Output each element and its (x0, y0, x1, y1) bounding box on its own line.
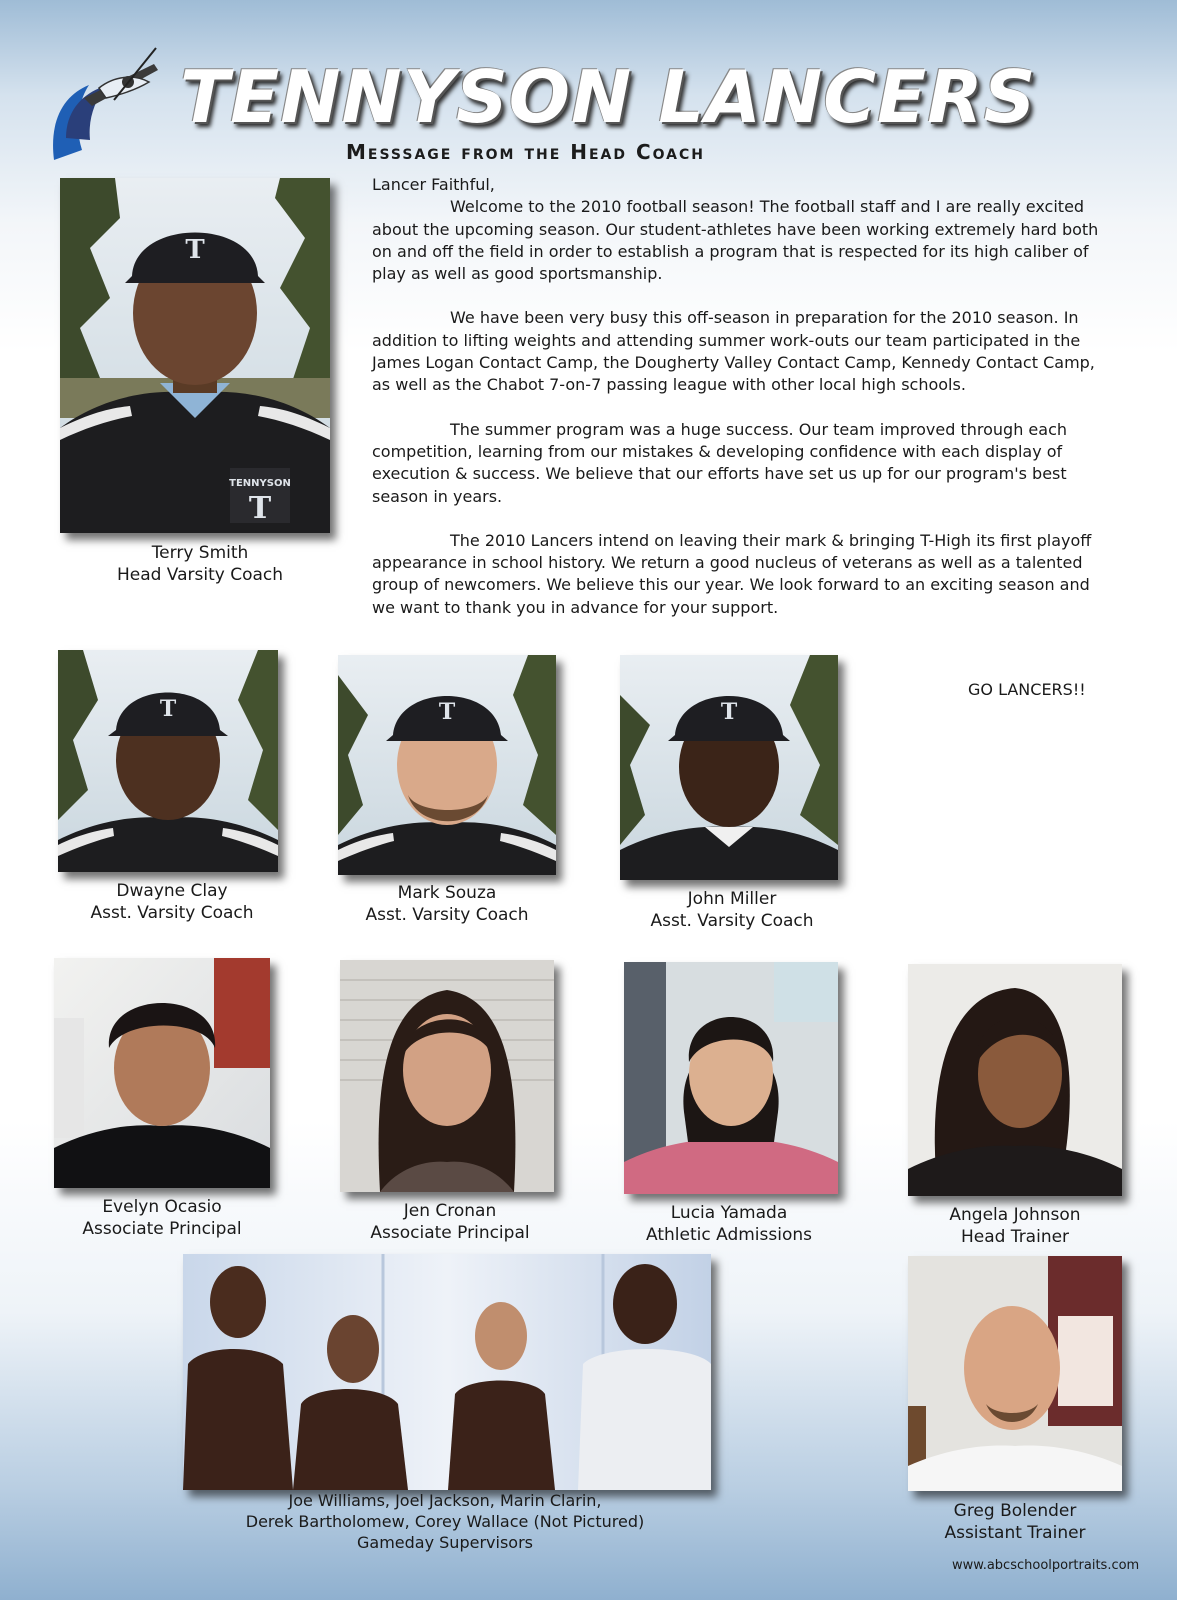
staff-name: Mark Souza (397, 883, 497, 903)
caption-gameday-supervisors (200, 1490, 690, 1553)
cap-logo-text: T (159, 696, 177, 722)
staff-name: Evelyn Ocasio (102, 1197, 222, 1217)
staff-role: Head Trainer (960, 1227, 1070, 1247)
caption-john-miller (610, 888, 854, 932)
page-title: TENNYSON LANCERS (180, 55, 1037, 139)
dwayne-clay-photo (58, 650, 278, 872)
staff-role: Asst. Varsity Coach (90, 903, 254, 923)
letter-paragraph: The 2010 Lancers intend on leaving their mark & bringing T-High its first playoff appearance in school history. We return a good nucleus of veterans as well as a talented group of newcomers. We believe this our year. We look forward to an exciting season and we want to thank you in advance for your support. (372, 530, 1092, 617)
staff-role: Asst. Varsity Coach (365, 905, 529, 925)
cap-logo-text: T (185, 235, 205, 265)
letter-paragraph: The summer program was a huge success. Our team improved through each competition, learning from our mistakes & developing confidence with each display of execution & success. We believe that our efforts have set us up for our program's best season in years. (372, 419, 1067, 506)
caption-mark-souza (325, 882, 569, 926)
evelyn-ocasio-photo (54, 958, 270, 1188)
lancer-knight-logo (44, 40, 174, 170)
letter-paragraph: We have been very busy this off-season in preparation for the 2010 season. In addition to lifting weights and attending summer work-outs our team participated in the James Logan Contact Camp, the Dougherty Valley Contact Camp, Kennedy Contact Camp, as well as the Chabot 7-on-7 passing league with other local high schools. (372, 308, 1095, 395)
caption-terry-smith (80, 542, 320, 586)
staff-name: Terry Smith (151, 543, 249, 563)
caption-dwayne-clay (50, 880, 294, 924)
staff-name: John Miller (687, 889, 777, 909)
mark-souza-photo (338, 655, 556, 875)
staff-name: Lucia Yamada (670, 1203, 788, 1223)
staff-name: Angela Johnson (949, 1205, 1081, 1225)
john-miller-photo (620, 655, 838, 880)
shirt-logo-letter: T (248, 491, 272, 526)
staff-role: Associate Principal (370, 1223, 530, 1243)
supervisor-names: Derek Bartholomew, Corey Wallace (Not Pictured) (245, 1512, 645, 1531)
caption-jen-cronan (328, 1200, 572, 1244)
staff-role: Asst. Varsity Coach (650, 911, 814, 931)
shirt-logo-text: TENNYSON (229, 478, 291, 489)
staff-name: Jen Cronan (403, 1201, 497, 1221)
supervisor-names: Joe Williams, Joel Jackson, Marin Clarin, (288, 1491, 602, 1510)
jen-cronan-photo (340, 960, 554, 1192)
caption-evelyn-ocasio (40, 1196, 284, 1240)
staff-role: Head Varsity Coach (116, 565, 284, 585)
staff-role: Gameday Supervisors (357, 1533, 533, 1552)
head-coach-photo (60, 178, 330, 533)
angela-johnson-photo (908, 964, 1122, 1196)
greg-bolender-photo (908, 1256, 1122, 1491)
staff-role: Associate Principal (82, 1219, 242, 1239)
caption-angela-johnson (893, 1204, 1137, 1248)
staff-role: Assistant Trainer (944, 1523, 1086, 1543)
letter-paragraph: Welcome to the 2010 football season! The football staff and I are really excited about the upcoming season. Our student-athletes have been working extremely hard both on and off the field in order to establish a program that is respected for its high caliber of play as well as good sportsmanship. (372, 197, 1099, 284)
staff-name: Dwayne Clay (116, 881, 228, 901)
caption-greg-bolender (893, 1500, 1137, 1544)
staff-name: Greg Bolender (953, 1501, 1077, 1521)
lucia-yamada-photo (624, 962, 838, 1194)
cap-logo-text: T (720, 699, 738, 725)
staff-role: Athletic Admissions (646, 1225, 812, 1245)
cap-logo-text: T (438, 699, 456, 725)
letter-salutation: Lancer Faithful, (372, 175, 495, 194)
coach-letter (372, 174, 1107, 641)
letter-closing: GO LANCERS!! (968, 680, 1086, 699)
page-subtitle: Messsage from the Head Coach (346, 140, 705, 164)
gameday-supervisors-photo (183, 1254, 711, 1490)
footer-url: www.abcschoolportraits.com (952, 1558, 1140, 1573)
caption-lucia-yamada (602, 1202, 856, 1246)
